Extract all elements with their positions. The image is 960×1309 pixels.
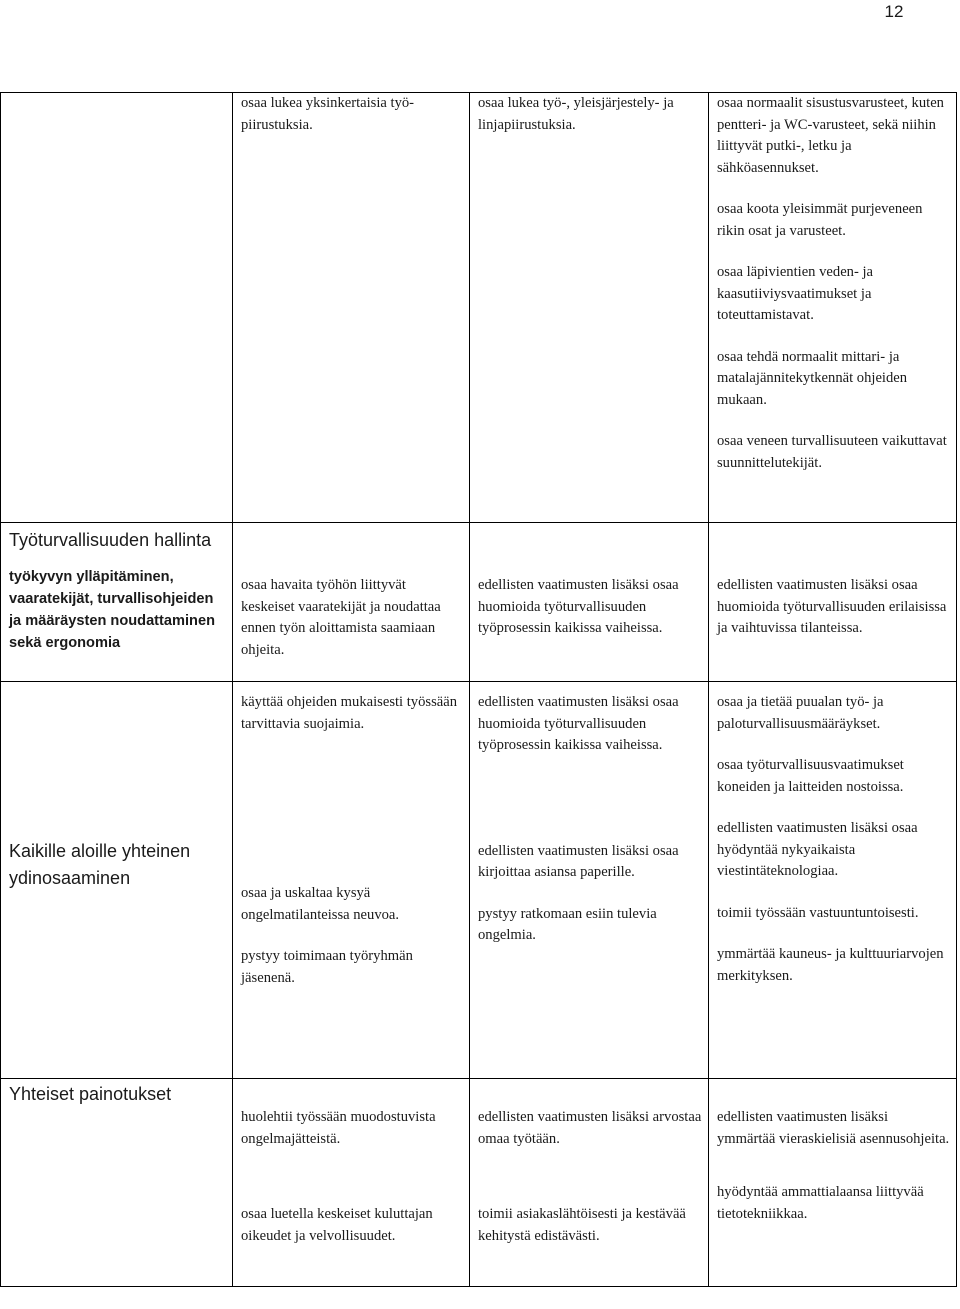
criterion-text: pystyy ratkomaan esiin tulevia ongelmia.	[478, 905, 657, 943]
satisfactory-cell	[233, 93, 470, 523]
criterion-text: huolehtii työssään muodostuvista ongelmajätteistä.	[241, 1109, 436, 1147]
criterion-text: osaa läpivientien veden- ja kaasutiiviysvaatimukset ja toteuttamistavat.	[717, 264, 874, 323]
criterion-text: toimii asiakaslähtöisesti ja kestävää kehitystä edistävästi.	[478, 1206, 686, 1244]
criterion-text: edellisten vaatimusten lisäksi osaa kirjoittaa asiansa paperille.	[478, 842, 679, 880]
criterion-text: toimii työssään vastuuntuntoisesti.	[717, 904, 919, 921]
criterion-text: edellisten vaatimusten lisäksi osaa huomioida työturvallisuuden erilaisissa ja vaihtuvissa tilanteissa.	[717, 577, 947, 636]
criterion-text: osaa ja uskaltaa kysyä ongelmatilanteissa neuvoa.	[241, 885, 400, 923]
excellent-cell	[709, 523, 957, 682]
section-title: Yhteiset painotukset	[9, 1084, 172, 1104]
table-row	[1, 93, 957, 523]
criterion-text: osaa lukea työ-, yleisjärjestely- ja linjapiirustuksia.	[478, 95, 674, 133]
table-row	[1, 1079, 957, 1287]
criterion-text: ymmärtää kauneus- ja kulttuuriarvojen merkityksen.	[717, 946, 944, 984]
topic-cell	[1, 523, 233, 682]
criterion-text: hyödyntää ammattialaansa liittyvää tietotekniikkaa.	[717, 1184, 924, 1222]
excellent-cell	[709, 1079, 957, 1287]
topic-subtitle: työkyvyn ylläpitäminen, vaaratekijät, turvallisohjeiden ja määräysten noudattaminen sekä ergonomia	[9, 569, 215, 651]
criterion-text: edellisten vaatimusten lisäksi arvostaa omaa työtään.	[478, 1109, 702, 1147]
good-cell	[470, 93, 709, 523]
page-number: 12	[884, 2, 904, 21]
criterion-text: osaa tehdä normaalit mittari- ja matalajännitekytkennät ohjeiden mukaan.	[717, 348, 908, 408]
section-cell	[1, 1079, 233, 1287]
criterion-text: edellisten vaatimusten lisäksi osaa huomioida työturvallisuuden työprosessin kaikissa vaiheissa.	[478, 577, 679, 636]
criterion-text: edellisten vaatimusten lisäksi ymmärtää vieraskielisiä asennusohjeita.	[717, 1109, 950, 1147]
section-cell	[1, 682, 233, 1079]
criteria-table	[0, 92, 957, 1287]
good-cell	[470, 1079, 709, 1287]
criterion-text: osaa luetella keskeiset kuluttajan oikeudet ja velvollisuudet.	[241, 1206, 433, 1244]
table-row	[1, 682, 957, 1079]
criterion-text: osaa havaita työhön liittyvät keskeiset vaaratekijät ja noudattaa ennen työn aloittamista saamiaan ohjeita.	[241, 577, 441, 658]
satisfactory-cell	[233, 682, 470, 1079]
satisfactory-cell	[233, 1079, 470, 1287]
criterion-text: osaa normaalit sisustusvarusteet, kuten pentteri- ja WC-varusteet, sekä niihin liittyvät putki-, letku ja sähköasennukset.	[717, 95, 944, 176]
excellent-cell	[709, 682, 957, 1079]
criterion-text: osaa ja tietää puualan työ- ja paloturvallisuusmääräykset.	[717, 694, 884, 732]
criterion-text: edellisten vaatimusten lisäksi osaa huomioida työturvallisuuden työprosessin kaikissa vaiheissa.	[478, 694, 679, 753]
section-title: Kaikille aloille yhteinen ydinosaaminen	[9, 841, 191, 888]
criterion-text: pystyy toimimaan työryhmän jäsenenä.	[241, 948, 413, 986]
topic-title: Työturvallisuuden hallinta	[9, 530, 212, 550]
satisfactory-cell	[233, 523, 470, 682]
good-cell	[470, 682, 709, 1079]
table-row	[1, 523, 957, 682]
good-cell	[470, 523, 709, 682]
criterion-text: käyttää ohjeiden mukaisesti työssään tarvittavia suojaimia.	[241, 694, 458, 732]
empty-cell	[1, 93, 233, 523]
criterion-text: osaa lukea yksinkertaisia työ-piirustuksia.	[241, 95, 415, 133]
criterion-text: osaa veneen turvallisuuteen vaikuttavat suunnittelutekijät.	[717, 433, 947, 471]
criterion-text: edellisten vaatimusten lisäksi osaa hyödyntää nykyaikaista viestintäteknologiaa.	[717, 820, 918, 879]
excellent-cell	[709, 93, 957, 523]
criterion-text: osaa työturvallisuusvaatimukset koneiden ja laitteiden nostoissa.	[717, 757, 904, 795]
criterion-text: osaa koota yleisimmät purjeveneen rikin osat ja varusteet.	[717, 201, 923, 239]
